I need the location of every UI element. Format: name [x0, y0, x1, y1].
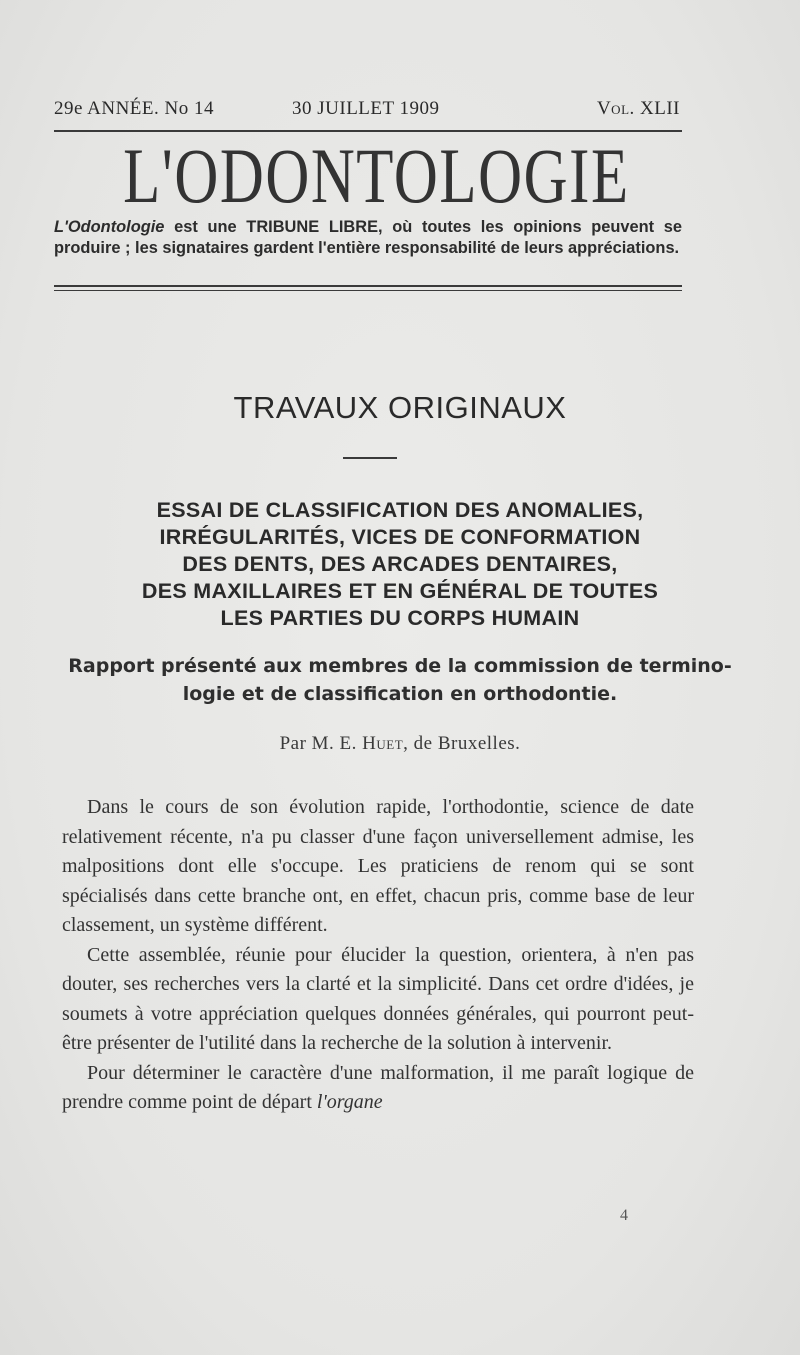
issue-number: 29e ANNÉE. No 14	[54, 98, 214, 119]
article-title-line: DES MAXILLAIRES ET EN GÉNÉRAL DE TOUTES	[141, 579, 659, 603]
byline-suffix: , de Bruxelles.	[403, 733, 521, 754]
running-header	[54, 98, 682, 128]
report-line: Rapport présenté aux membres de la commission de termino-	[68, 655, 732, 677]
article-title-line: IRRÉGULARITÉS, VICES DE CONFORMATION	[159, 525, 641, 549]
author-name: Huet	[362, 733, 404, 754]
paragraph-text: Pour déterminer le caractère d'une malformation, il me paraît logique de prendre comme point de départ	[62, 1061, 694, 1113]
page-folio: 4	[620, 1207, 628, 1224]
paragraph: Cette assemblée, réunie pour élucider la question, orientera, à n'en pas douter, ses recherches vers la clarté et la simplicité. Dans cet ordre d'idées, je soumets à votre appréciation quelques données générales, qui pourront peut-être présenter de l'utilité dans la recherche de la solution à intervenir.	[62, 943, 694, 1054]
volume-number: Vol. XLII	[596, 98, 680, 119]
italic-term: l'organe	[316, 1091, 383, 1113]
masthead-title: L'ODONTOLOGIE	[123, 132, 630, 219]
report-subtitle	[50, 652, 750, 708]
report-line: logie et de classification en orthodontie.	[182, 683, 618, 705]
double-rule-top	[54, 285, 682, 287]
article-title-line: ESSAI DE CLASSIFICATION DES ANOMALIES,	[156, 498, 644, 522]
article-title-line: DES DENTS, DES ARCADES DENTAIRES,	[182, 552, 618, 576]
section-divider	[343, 457, 397, 459]
section-title: TRAVAUX ORIGINAUX	[233, 390, 567, 425]
article-title	[40, 497, 760, 632]
editorial-notice	[54, 217, 682, 258]
byline-prefix: Par M. E.	[279, 733, 363, 754]
paragraph	[62, 1059, 694, 1118]
notice-text: est une TRIBUNE LIBRE, où toutes les opinions peuvent se produire ; les signataires gardent l'entière responsabilité de leurs appréciations.	[54, 218, 682, 257]
article-body	[62, 793, 694, 1118]
byline	[54, 733, 746, 755]
article-title-line: LES PARTIES DU CORPS HUMAIN	[220, 606, 580, 630]
double-rule-bottom	[54, 290, 682, 291]
paragraph: Dans le cours de son évolution rapide, l'orthodontie, science de date relativement récente, n'a pu classer d'une façon universellement admise, les malpositions dont elle s'occupe. Les praticiens de renom qui se sont spécialisés dans cette branche ont, en effet, chacun pris, comme base de leur classement, un système différent.	[62, 796, 694, 936]
issue-date: 30 JUILLET 1909	[292, 98, 440, 119]
journal-name: L'Odontologie	[54, 218, 165, 236]
